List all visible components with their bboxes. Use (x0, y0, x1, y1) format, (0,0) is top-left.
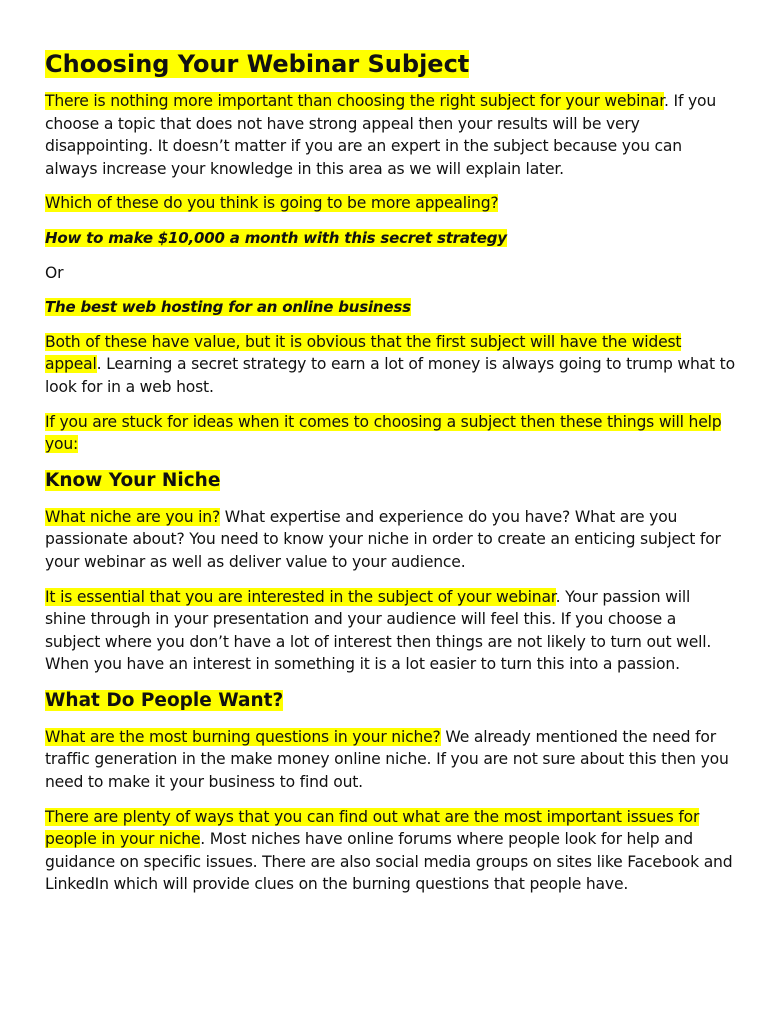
document-page (45, 48, 735, 908)
comparison-paragraph (45, 331, 735, 399)
people-p2-text: . Most niches have online forums where people look for help and guidance on specific issues. There are also social media groups on sites like Facebook and LinkedIn which will provide clues on the burning questions that people have. (45, 830, 733, 894)
section-heading-people (45, 688, 735, 714)
question-paragraph (45, 192, 735, 215)
stuck-paragraph (45, 411, 735, 456)
people-p2-highlight: There are plenty of ways that you can find out what are the most important issues for people in your niche (45, 807, 700, 849)
section-heading-niche (45, 468, 735, 494)
stuck-highlight: If you are stuck for ideas when it comes to choosing a subject then these things will help you: (45, 412, 722, 454)
page-title (45, 48, 735, 81)
or-paragraph: Or (45, 263, 64, 282)
question-highlight: Which of these do you think is going to be more appealing? (45, 194, 499, 213)
niche-paragraph-1 (45, 506, 735, 574)
people-paragraph-1 (45, 726, 735, 794)
option-two-paragraph (45, 296, 735, 319)
niche-p2-highlight: It is essential that you are interested in the subject of your webinar (45, 587, 556, 606)
option-one-highlight: How to make $10,000 a month with this secret strategy (45, 228, 507, 247)
option-two-highlight: The best web hosting for an online business (45, 298, 411, 317)
intro-paragraph (45, 90, 735, 180)
intro-highlight: There is nothing more important than choosing the right subject for your webinar (45, 92, 665, 110)
comparison-text: . Learning a secret strategy to earn a lot of money is always going to trump what to look for in a web host. (45, 355, 735, 396)
section-heading-people-text: What Do People Want? (45, 689, 284, 711)
niche-p1-text: What expertise and experience do you have? What are you passionate about? You need to know your niche in order to create an enticing subject for your webinar as well as deliver value to your audience. (45, 507, 721, 571)
page-title-text: Choosing Your Webinar Subject (45, 50, 470, 78)
people-paragraph-2 (45, 806, 735, 896)
comparison-highlight: Both of these have value, but it is obvious that the first subject will have the widest appeal (45, 332, 682, 374)
people-p1-highlight: What are the most burning questions in your niche? (45, 727, 441, 746)
intro-text: . If you choose a topic that does not have strong appeal then your results will be very disappointing. It doesn’t matter if you are an expert in the subject because you can always increase your knowledge in this area as we will explain later. (45, 92, 717, 178)
niche-p1-highlight: What niche are you in? (45, 507, 221, 526)
section-heading-niche-text: Know Your Niche (45, 469, 221, 491)
option-one-paragraph (45, 227, 735, 250)
people-p1-text: We already mentioned the need for traffic generation in the make money online niche. If you are not sure about this then you need to make it your business to find out. (45, 727, 729, 792)
niche-paragraph-2 (45, 586, 735, 676)
niche-p2-text: . Your passion will shine through in your presentation and your audience will feel this. If you choose a subject where you don’t have a lot of interest then things are not likely to turn out well. When you have an interest in something it is a lot easier to turn this into a passion. (45, 587, 712, 674)
